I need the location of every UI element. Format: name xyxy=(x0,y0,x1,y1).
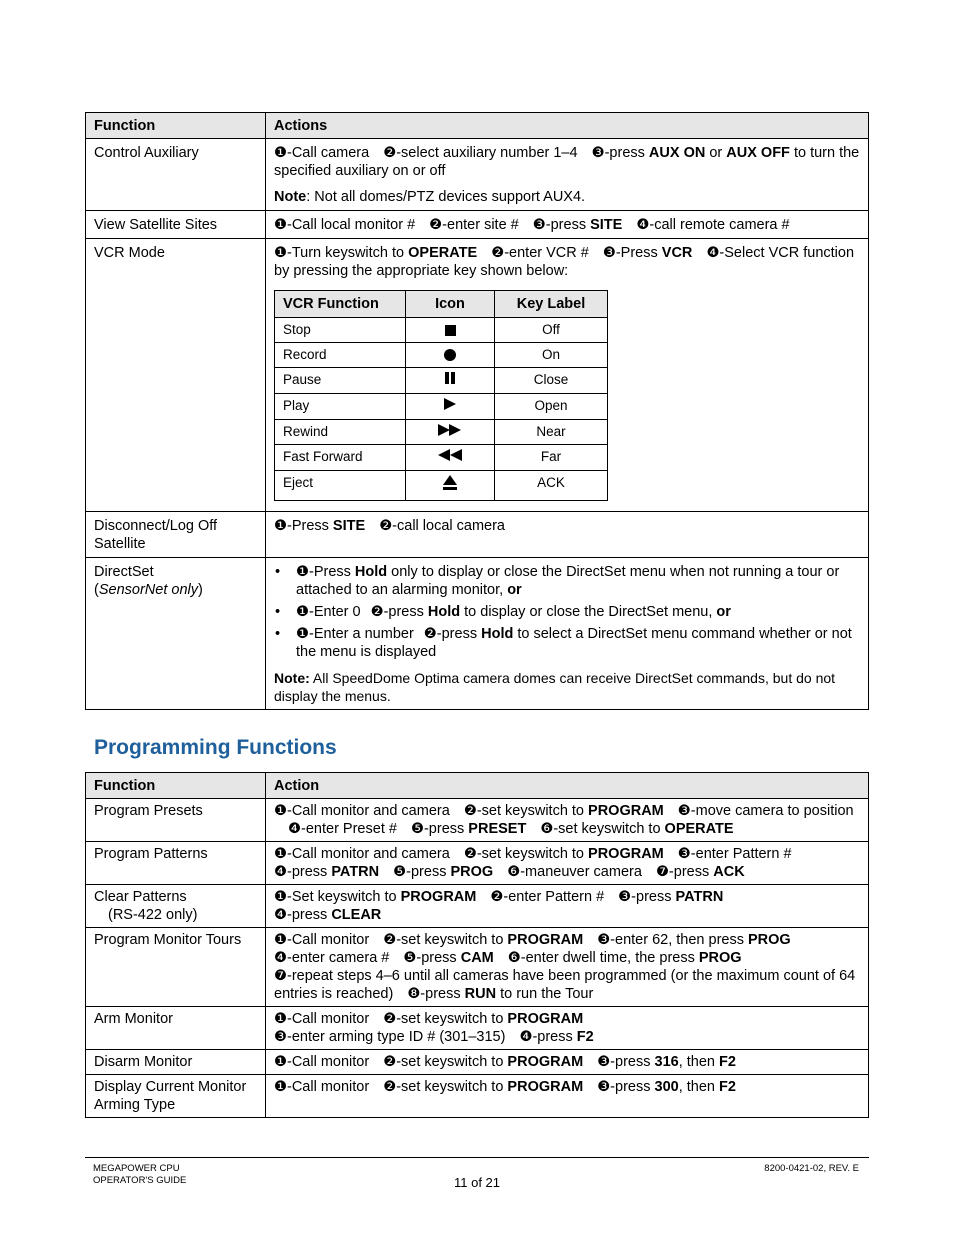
header-action: Action xyxy=(266,773,869,799)
header-function: Function xyxy=(86,113,266,139)
table-row xyxy=(86,512,869,558)
function-cell: DirectSet (SensorNet only) xyxy=(86,558,266,710)
actions-cell: ❶-Call monitor and camera ❷-set keyswitch to PROGRAM ❸-move camera to position ❹-enter Preset # ❺-press PRESET ❻-set keyswitch to OPERATE xyxy=(266,799,869,842)
functions-table xyxy=(85,112,869,710)
header-function: Function xyxy=(86,773,266,799)
list-item: • ❶-Enter 0 ❷-press Hold to display or close the DirectSet menu, or xyxy=(296,603,860,621)
vcr-function: Play xyxy=(275,394,406,420)
vcr-function: Record xyxy=(275,343,406,368)
key-label: Close xyxy=(495,368,608,394)
page-footer xyxy=(85,1157,869,1190)
table-header-row xyxy=(86,113,869,139)
actions-cell: ❶-Set keyswitch to PROGRAM ❷-enter Pattern # ❸-press PATRN ❹-press CLEAR xyxy=(266,885,869,928)
table-row xyxy=(86,211,869,239)
step-list: ❶-Turn keyswitch to OPERATE ❷-enter VCR # ❸-Press VCR ❹-Select VCR function by pressing the appropriate key shown below: xyxy=(274,245,855,279)
function-cell: VCR Mode xyxy=(86,239,266,512)
key-label: On xyxy=(495,343,608,368)
actions-cell xyxy=(266,558,869,710)
actions-cell: ❶-Call monitor ❷-set keyswitch to PROGRAM ❸-enter 62, then press PROG ❹-enter camera # ❺-press CAM ❻-enter dwell time, the press PROG ❼-repeat steps 4–6 until all cameras have been programmed (or the maximum count of 64 entries is reached) ❽-press RUN to run the Tour xyxy=(266,928,869,1007)
eject-icon xyxy=(442,474,458,492)
vcr-function: Fast Forward xyxy=(275,445,406,471)
actions-cell: ❶-Call monitor and camera ❷-set keyswitch to PROGRAM ❸-enter Pattern # ❹-press PATRN ❺-press PROG ❻-maneuver camera ❼-press ACK xyxy=(266,842,869,885)
inner-header-row xyxy=(275,291,608,318)
table-row xyxy=(86,1075,869,1118)
document-number: 8200-0421-02, REV. E xyxy=(764,1163,859,1174)
rewind-icon xyxy=(437,448,463,462)
table-row xyxy=(86,1050,869,1075)
footer-product: MEGAPOWER CPU OPERATOR'S GUIDE xyxy=(93,1163,187,1186)
pause-icon xyxy=(443,371,457,385)
bullet-list xyxy=(274,563,860,661)
list-item: • ❶-Enter a number ❷-press Hold to select a DirectSet menu command whether or not the menu is displayed xyxy=(296,625,860,661)
table-row xyxy=(86,842,869,885)
table-header-row xyxy=(86,773,869,799)
actions-cell: ❶-Call monitor ❷-set keyswitch to PROGRAM ❸-press 300, then F2 xyxy=(266,1075,869,1118)
header-vcr-function: VCR Function xyxy=(275,291,406,318)
section-title: Programming Functions xyxy=(94,736,337,759)
actions-cell: ❶-Call monitor ❷-set keyswitch to PROGRAM ❸-press 316, then F2 xyxy=(266,1050,869,1075)
function-cell: Disarm Monitor xyxy=(86,1050,266,1075)
function-cell: Program Monitor Tours xyxy=(86,928,266,1007)
table-row xyxy=(86,558,869,710)
key-label: Far xyxy=(495,445,608,471)
function-cell: Control Auxiliary xyxy=(86,139,266,211)
vcr-function-table xyxy=(274,290,608,501)
programming-functions-table xyxy=(85,772,869,1118)
fast-forward-icon xyxy=(437,424,463,436)
record-icon xyxy=(444,349,456,361)
header-actions: Actions xyxy=(266,113,869,139)
vcr-row xyxy=(275,471,608,501)
function-cell: Disconnect/Log Off Satellite xyxy=(86,512,266,558)
actions-cell: ❶-Press SITE ❷-call local camera xyxy=(266,512,869,558)
actions-cell: ❶-Call monitor ❷-set keyswitch to PROGRAM ❸-enter arming type ID # (301–315) ❹-press F2 xyxy=(266,1007,869,1050)
header-icon: Icon xyxy=(406,291,495,318)
play-icon xyxy=(442,397,458,411)
vcr-row xyxy=(275,318,608,343)
table-row xyxy=(86,799,869,842)
vcr-function: Eject xyxy=(275,471,406,501)
key-label: ACK xyxy=(495,471,608,501)
vcr-row xyxy=(275,394,608,420)
vcr-row xyxy=(275,445,608,471)
actions-cell xyxy=(266,139,869,211)
vcr-row xyxy=(275,343,608,368)
vcr-row xyxy=(275,420,608,445)
function-cell: Display Current Monitor Arming Type xyxy=(86,1075,266,1118)
note: Note: All SpeedDome Optima camera domes can receive DirectSet commands, but do not display the menus. xyxy=(274,670,836,704)
key-label: Near xyxy=(495,420,608,445)
vcr-row xyxy=(275,368,608,394)
function-cell: View Satellite Sites xyxy=(86,211,266,239)
key-label: Off xyxy=(495,318,608,343)
key-label: Open xyxy=(495,394,608,420)
function-cell: Arm Monitor xyxy=(86,1007,266,1050)
table-row xyxy=(86,139,869,211)
table-row xyxy=(86,885,869,928)
header-key-label: Key Label xyxy=(495,291,608,318)
table-row xyxy=(86,1007,869,1050)
function-cell: Program Patterns xyxy=(86,842,266,885)
stop-icon xyxy=(445,325,456,336)
list-item: • ❶-Press Hold only to display or close the DirectSet menu when not running a tour or attached to an alarming monitor, or xyxy=(296,563,860,599)
function-cell: Clear Patterns (RS-422 only) xyxy=(86,885,266,928)
vcr-function: Pause xyxy=(275,368,406,394)
function-cell: Program Presets xyxy=(86,799,266,842)
note: Note: Not all domes/PTZ devices support AUX4. xyxy=(274,189,586,205)
vcr-function: Rewind xyxy=(275,420,406,445)
actions-cell xyxy=(266,239,869,512)
step-list: ❶-Call camera ❷-select auxiliary number 1–4 ❸-press AUX ON or AUX OFF to turn the specified auxiliary on or off xyxy=(274,145,860,179)
table-row xyxy=(86,928,869,1007)
actions-cell: ❶-Call local monitor # ❷-enter site # ❸-press SITE ❹-call remote camera # xyxy=(266,211,869,239)
table-row xyxy=(86,239,869,512)
page-number: 11 of 21 xyxy=(453,1175,501,1190)
vcr-function: Stop xyxy=(275,318,406,343)
